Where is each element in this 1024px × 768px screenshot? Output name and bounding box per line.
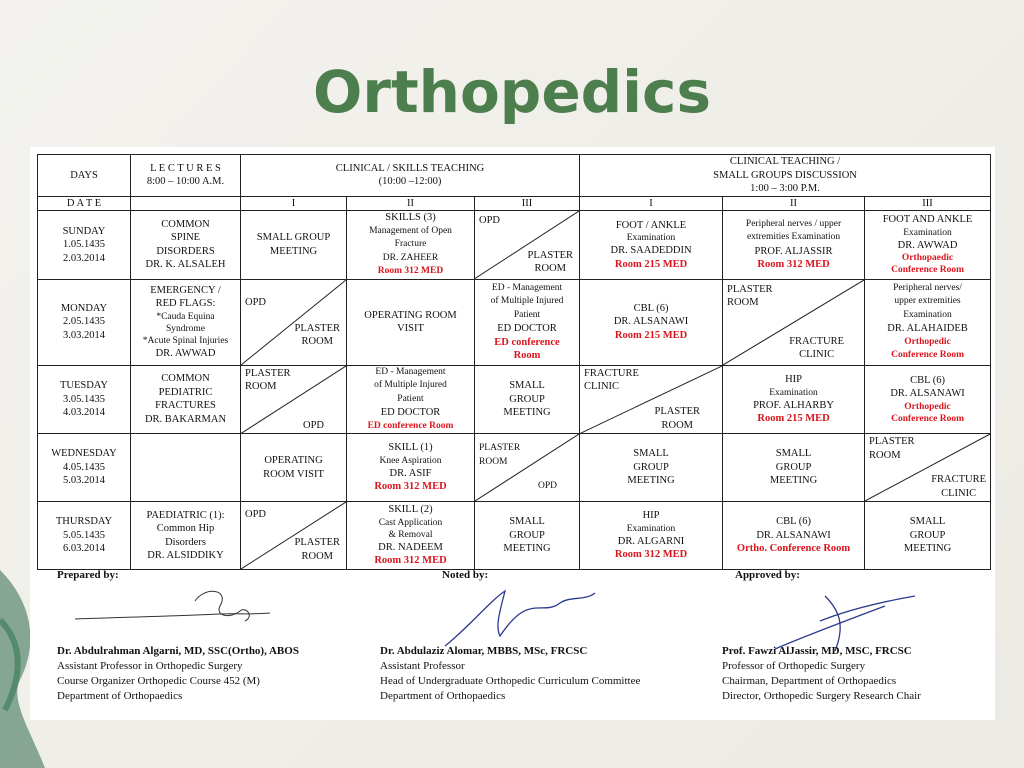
session-cell: SKILLS (3) Management of Open Fracture DR. ZAHEER Room 312 MED [347,211,475,280]
session-cell: CBL (6) DR. ALSANAWI Room 215 MED [580,279,723,365]
session-cell: CBL (6) DR. ALSANAWI Ortho. Conference Room [723,502,865,570]
header-clinical-skills: CLINICAL / SKILLS TEACHING (10:00 –12:00) [241,155,580,197]
split-cell: PLASTER ROOM FRACTURE CLINIC [865,434,991,502]
noted-by: Noted by: [442,569,489,581]
header-group: II [723,196,865,211]
schedule-table [37,154,991,570]
header-blank [131,196,241,211]
header-group: I [241,196,347,211]
session-cell: SMALL GROUP MEETING [475,502,580,570]
session-cell: ED - Management of Multiple Injured Patient ED DOCTOR ED conference Room [475,279,580,365]
session-cell: SKILL (2) Cast Application & Removal DR. NADEEM Room 312 MED [347,502,475,570]
session-cell: SMALL GROUP MEETING [865,502,991,570]
session-cell: ED - Management of Multiple Injured Patient ED DOCTOR ED conference Room [347,365,475,434]
table-row [38,365,991,434]
session-cell: HIP Examination PROF. ALHARBY Room 215 MED [723,365,865,434]
session-cell: Peripheral nerves / upper extremities Examination PROF. ALJASSIR Room 312 MED [723,211,865,280]
session-cell: SMALL GROUP MEETING [580,434,723,502]
split-cell: OPD PLASTER ROOM [475,211,580,280]
session-cell: HIP Examination DR. ALGARNI Room 312 MED [580,502,723,570]
approved-by: Approved by: [735,569,800,581]
header-days: DAYS [38,155,131,197]
session-cell: SMALL GROUP MEETING [475,365,580,434]
day-cell: TUESDAY 3.05.1435 4.03.2014 [38,365,131,434]
session-cell: SKILL (1) Knee Aspiration DR. ASIF Room 312 MED [347,434,475,502]
split-cell: PLASTER ROOM OPD [475,434,580,502]
split-cell: FRACTURE CLINIC PLASTER ROOM [580,365,723,434]
table-row [38,434,991,502]
day-cell: THURSDAY 5.05.1435 6.03.2014 [38,502,131,570]
session-cell: CBL (6) DR. ALSANAWI Orthopedic Conference Room [865,365,991,434]
slide-title: Orthopedics [313,58,711,126]
preparer-details: Dr. Abdulrahman Algarni, MD, SSC(Ortho), ABOS Assistant Professor in Orthopedic Surgery Course Organizer Orthopedic Course 452 (M) Department of Orthopaedics [57,645,299,702]
header-clinical-small-groups: CLINICAL TEACHING / SMALL GROUPS DISCUSSION 1:00 – 3:00 P.M. [580,155,991,197]
day-cell: MONDAY 2.05.1435 3.03.2014 [38,279,131,365]
noter-details: Dr. Abdulaziz Alomar, MBBS, MSc, FRCSC Assistant Professor Head of Undergraduate Orthopedic Curriculum Committee Department of Orthopaedics [380,645,641,702]
lecture-cell: PAEDIATRIC (1): Common Hip Disorders DR. ALSIDDIKY [131,502,241,570]
header-lectures: L E C T U R E S 8:00 – 10:00 A.M. [131,155,241,197]
header-group: III [475,196,580,211]
lecture-cell: EMERGENCY / RED FLAGS: *Cauda Equina Syndrome *Acute Spinal Injuries DR. AWWAD [131,279,241,365]
split-cell: OPD PLASTER ROOM [241,279,347,365]
header-date: D A T E [38,196,131,211]
split-cell: OPD PLASTER ROOM [241,502,347,570]
session-cell: FOOT / ANKLE Examination DR. SAADEDDIN Room 215 MED [580,211,723,280]
table-row [38,279,991,365]
session-cell: Peripheral nerves/ upper extremities Examination DR. ALAHAIDEB Orthopedic Conference Room [865,279,991,365]
lecture-cell: COMMON SPINE DISORDERS DR. K. ALSALEH [131,211,241,280]
split-cell: PLASTER ROOM OPD [241,365,347,434]
session-cell: SMALL GROUP MEETING [241,211,347,280]
header-group: III [865,196,991,211]
session-cell: OPERATING ROOM VISIT [347,279,475,365]
session-cell: FOOT AND ANKLE Examination DR. AWWAD Orthopaedic Conference Room [865,211,991,280]
signature-block [30,567,995,717]
day-cell: WEDNESDAY 4.05.1435 5.03.2014 [38,434,131,502]
header-group: I [580,196,723,211]
lecture-cell: COMMON PEDIATRIC FRACTURES DR. BAKARMAN [131,365,241,434]
signature-noted [430,581,630,651]
session-cell: OPERATING ROOM VISIT [241,434,347,502]
signature-prepared [70,581,280,631]
session-cell: SMALL GROUP MEETING [723,434,865,502]
approver-details: Prof. Fawzi AlJassir, MD, MSC, FRCSC Professor of Orthopedic Surgery Chairman, Department of Orthopaedics Director, Orthopedic Surgery Research Chair [722,645,921,702]
header-group: II [347,196,475,211]
schedule-sheet [30,147,995,720]
table-row [38,502,991,570]
day-cell: SUNDAY 1.05.1435 2.03.2014 [38,211,131,280]
prepared-by: Prepared by: [57,569,119,581]
split-cell: PLASTER ROOM FRACTURE CLINIC [723,279,865,365]
table-row [38,211,991,280]
lecture-cell [131,434,241,502]
